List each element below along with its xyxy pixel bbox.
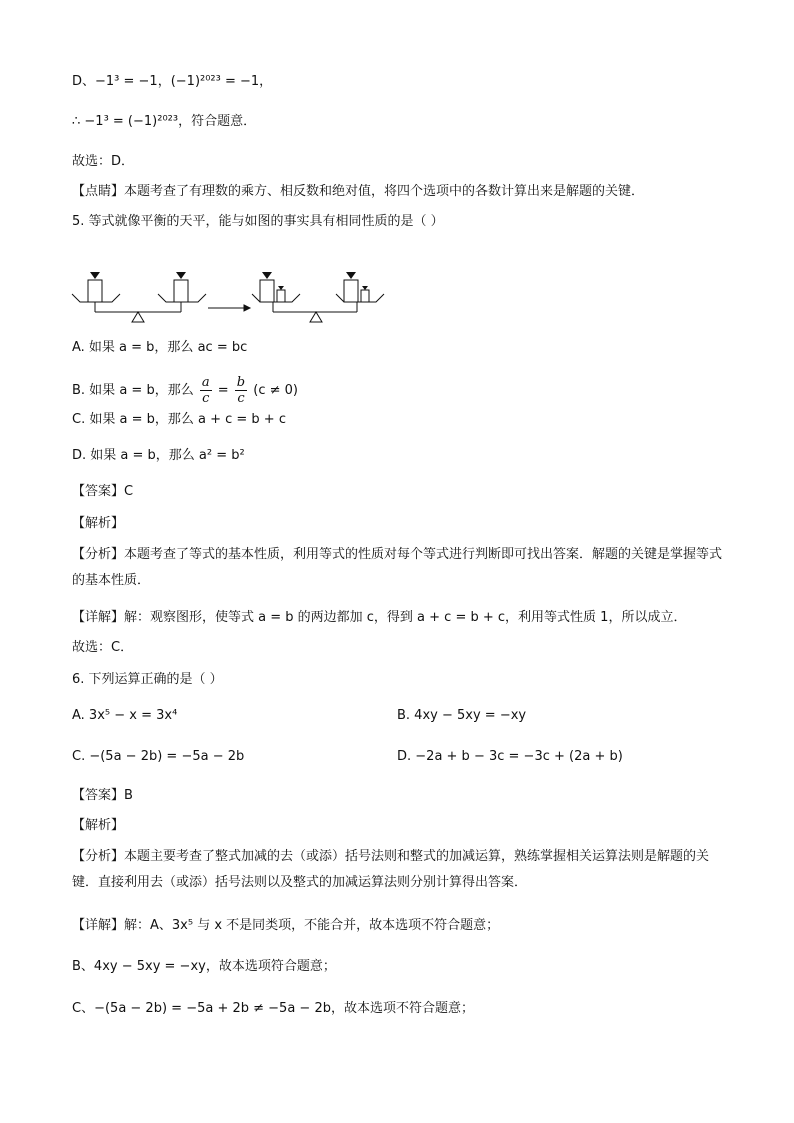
analysis-6-heading: 【解析】	[72, 818, 125, 833]
analysis-5-heading: 【解析】	[72, 516, 125, 531]
option-6a: A. 3x⁵ − x = 3x⁴	[72, 708, 178, 723]
detail-6c: C、−(5a − 2b) = −5a + 2b ≠ −5a − 2b，故本选项不符合题意；	[72, 1001, 474, 1016]
fraction-denominator: c	[237, 391, 245, 406]
fraction-b-over-c	[235, 375, 247, 406]
question-6: 6. 下列运算正确的是（ ）	[72, 672, 223, 687]
option-5a: A. 如果 a = b，那么 ac = bc	[72, 340, 248, 355]
choice-5: 故选：C．	[72, 640, 134, 655]
balance-scale-figure	[68, 268, 388, 328]
detail-6a: 【详解】解：A、3x⁵ 与 x 不是同类项，不能合并，故本选项不符合题意；	[72, 918, 500, 933]
option-5c: C. 如果 a = b，那么 a + c = b + c	[72, 412, 286, 427]
option-5d: D. 如果 a = b，那么 a² = b²	[72, 448, 245, 463]
option-6b: B. 4xy − 5xy = −xy	[397, 708, 527, 723]
analysis-5-text: 【分析】本题考查了等式的基本性质，利用等式的性质对每个等式进行判断即可找出答案．解题的关键是掌握等式的基本性质．	[72, 547, 723, 588]
condition-text: (c ≠ 0)	[253, 383, 298, 398]
option-6c: C. −(5a − 2b) = −5a − 2b	[72, 749, 245, 764]
detail-6b: B、4xy − 5xy = −xy，故本选项符合题意；	[72, 959, 336, 974]
answer-5: 【答案】C	[72, 484, 134, 499]
fraction-numerator: b	[236, 375, 246, 390]
key-point-note: 【点睛】本题考查了有理数的乘方、相反数和绝对值，将四个选项中的各数计算出来是解题的关键．	[72, 184, 645, 199]
text-line: 故选：D．	[72, 154, 135, 169]
equals-sign: =	[217, 383, 229, 398]
detail-5: 【详解】解：观察图形，使等式 a = b 的两边都加 c，得到 a + c = b + c，利用等式性质 1，所以成立．	[72, 610, 687, 625]
text-line: ∴ −1³ = (−1)²⁰²³，符合题意．	[72, 114, 257, 129]
option-5b	[72, 375, 298, 406]
option-5b-prefix: B. 如果 a = b，那么	[72, 383, 194, 398]
option-6d: D. −2a + b − 3c = −3c + (2a + b)	[397, 749, 623, 764]
answer-6: 【答案】B	[72, 788, 133, 803]
fraction-a-over-c	[200, 375, 212, 406]
text-line: D、−1³ = −1，(−1)²⁰²³ = −1，	[72, 74, 273, 89]
analysis-6-text: 【分析】本题主要考查了整式加减的去（或添）括号法则和整式的加减运算，熟练掌握相关运算法则是解题的关键．直接利用去（或添）括号法则以及整式的加减运算法则分别计算得出答案．	[72, 849, 710, 890]
fraction-numerator: a	[201, 375, 210, 390]
fraction-denominator: c	[202, 391, 210, 406]
question-5: 5. 等式就像平衡的天平，能与如图的事实具有相同性质的是（ ）	[72, 214, 444, 229]
